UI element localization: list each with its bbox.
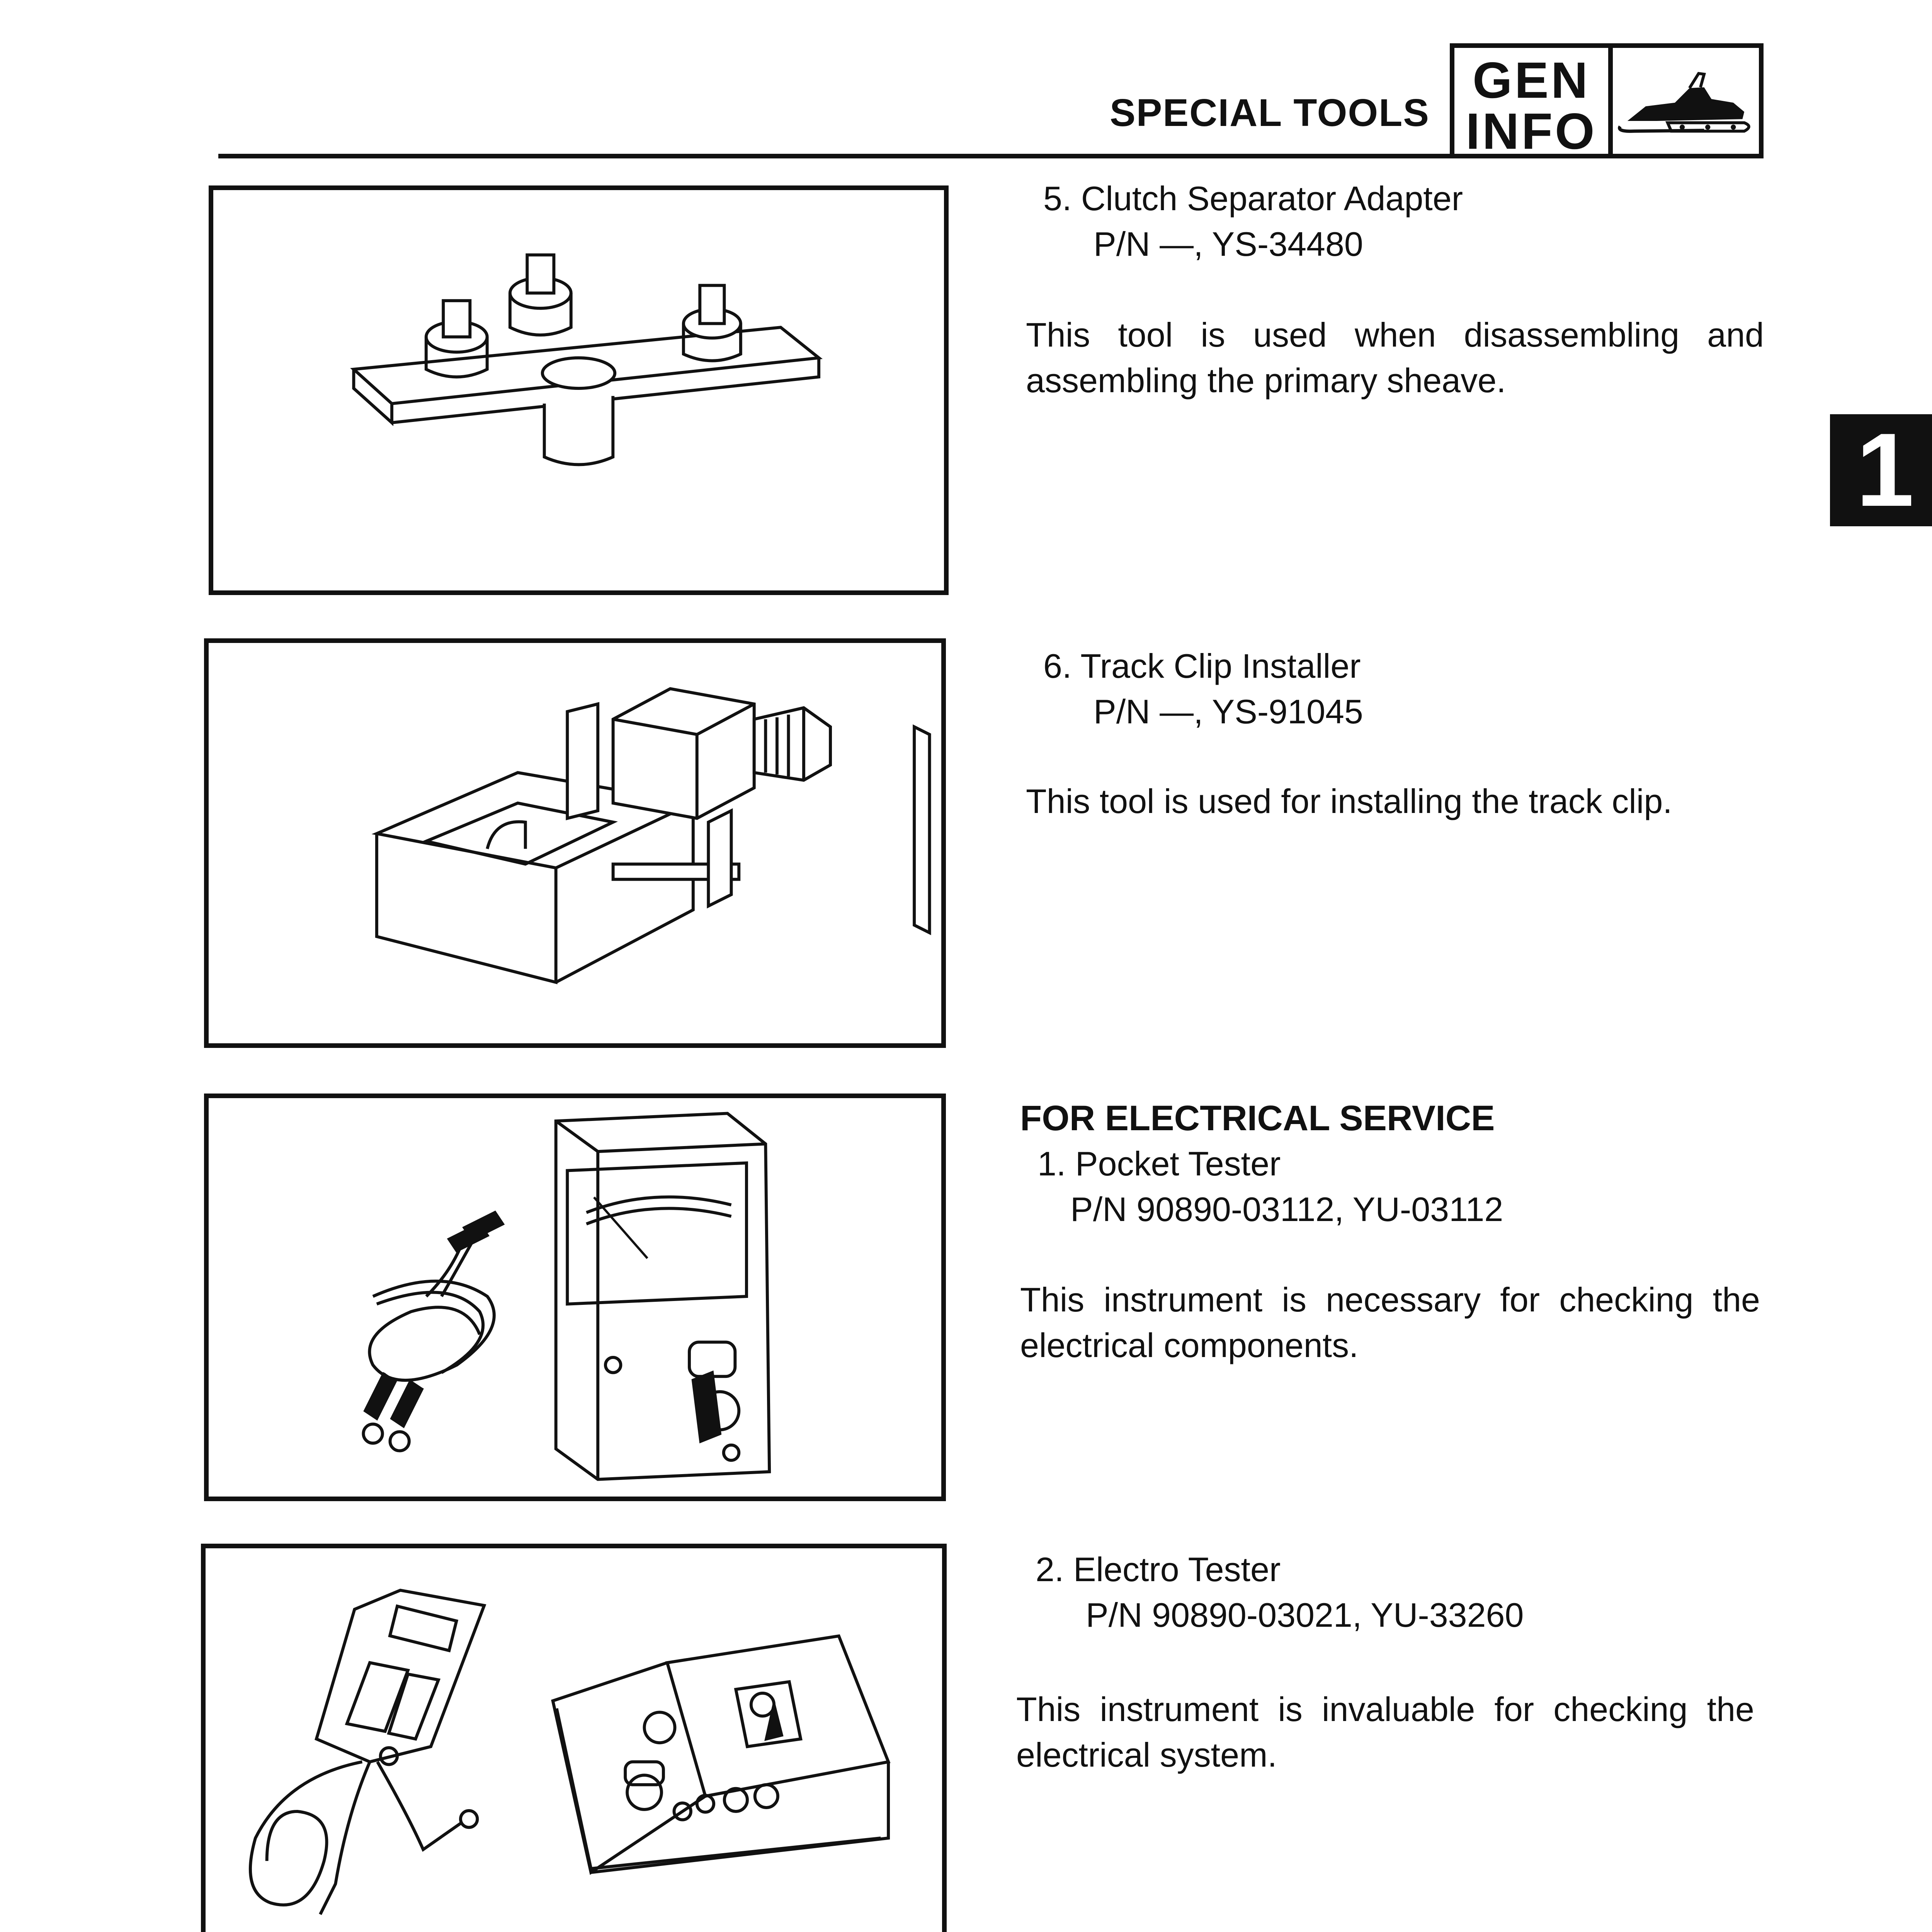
page-section-title: SPECIAL TOOLS bbox=[1109, 91, 1430, 134]
tool-description: This tool is used when disassembling and assembling the primary sheave. bbox=[1026, 316, 1764, 400]
snowmobile-icon bbox=[1608, 43, 1764, 158]
electro-tester-icon bbox=[201, 1544, 947, 1932]
tool-name: 1. Pocket Tester bbox=[1037, 1145, 1281, 1183]
header-rule bbox=[218, 154, 1451, 158]
chapter-tab: 1 bbox=[1830, 414, 1932, 526]
tool-part-number: P/N 90890-03112, YU-03112 bbox=[1070, 1190, 1503, 1228]
tool-entry-clutch-separator-adapter bbox=[1043, 176, 1739, 267]
pocket-tester-icon bbox=[204, 1094, 946, 1501]
badge-line-gen: GEN bbox=[1472, 52, 1590, 109]
tool-name: 6. Track Clip Installer bbox=[1043, 647, 1361, 685]
track-clip-installer-icon bbox=[204, 638, 946, 1048]
tool-description: This instrument is necessary for checking the electrical components. bbox=[1020, 1281, 1760, 1364]
tool-entry-electro-tester bbox=[1036, 1547, 1731, 1638]
tool-description: This instrument is invaluable for checking the electrical system. bbox=[1016, 1690, 1754, 1774]
tool-part-number: P/N —, YS-34480 bbox=[1094, 225, 1363, 263]
tool-part-number: P/N —, YS-91045 bbox=[1094, 692, 1363, 731]
electrical-section bbox=[1020, 1095, 1754, 1232]
clutch-separator-adapter-icon bbox=[209, 185, 949, 595]
tool-name: 5. Clutch Separator Adapter bbox=[1043, 179, 1463, 218]
tool-description: This tool is used for installing the track clip. bbox=[1026, 782, 1672, 820]
badge-line-info: INFO bbox=[1466, 103, 1597, 160]
gen-info-badge bbox=[1450, 43, 1613, 158]
tool-name: 2. Electro Tester bbox=[1036, 1550, 1281, 1588]
section-heading: FOR ELECTRICAL SERVICE bbox=[1020, 1099, 1495, 1138]
tool-entry-track-clip-installer bbox=[1043, 643, 1739, 735]
tool-part-number: P/N 90890-03021, YU-33260 bbox=[1086, 1596, 1524, 1634]
